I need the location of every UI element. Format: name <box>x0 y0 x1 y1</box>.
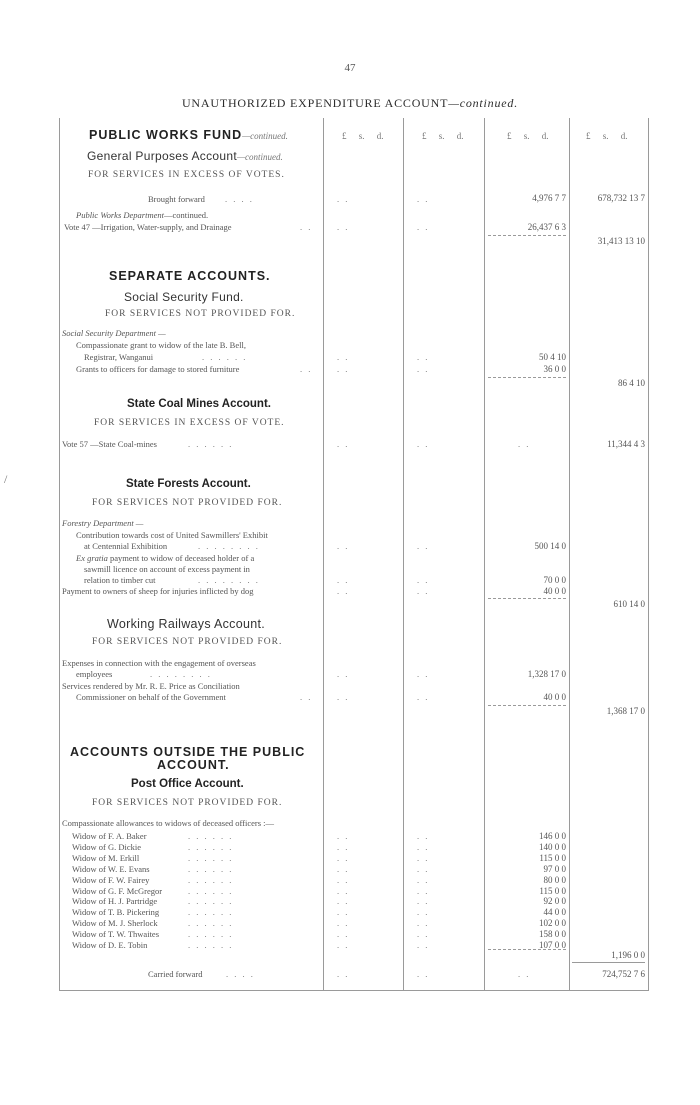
dots: . . <box>337 907 350 917</box>
coal-mines-caption: FOR SERVICES IN EXCESS OF VOTE. <box>94 418 285 428</box>
dots: . . . . . . <box>188 896 234 906</box>
railways-line2a: Services rendered by Mr. R. E. Price as Conciliation <box>62 681 240 691</box>
widow-amount: 102 0 0 <box>539 918 566 928</box>
public-works-heading-text: PUBLIC WORKS FUND <box>89 128 243 142</box>
vote-57-label: Vote 57 —State Coal-mines <box>62 439 157 449</box>
dots: . . <box>337 831 350 841</box>
dots: . . <box>417 907 430 917</box>
col-rule-1 <box>323 118 324 991</box>
dots: . . <box>300 222 313 232</box>
table-bottom-rule <box>59 990 648 991</box>
public-works-heading <box>89 128 288 142</box>
col-header-3: £ s. d. <box>507 131 549 141</box>
pw-total: 31,413 13 10 <box>597 236 645 246</box>
ss-amount2: 36 0 0 <box>543 364 566 374</box>
forests-amount1: 500 14 0 <box>534 541 566 551</box>
widow-name: Widow of H. J. Partridge <box>72 896 158 906</box>
dots: . . . . . . <box>188 864 234 874</box>
widow-amount: 115 0 0 <box>539 886 566 896</box>
col-header-1: £ s. d. <box>342 131 384 141</box>
dots: . . <box>417 364 430 374</box>
dots: . . <box>337 439 350 449</box>
dots: . . . . . . <box>188 907 234 917</box>
dots: . . . . . . <box>188 853 234 863</box>
vote-47-label: Vote 47 —Irrigation, Water-supply, and Drainage <box>64 222 232 232</box>
dots: . . <box>417 842 430 852</box>
margin-mark: / <box>4 472 8 486</box>
dots: . . <box>417 575 430 585</box>
dots: . . <box>337 853 350 863</box>
general-purposes-heading <box>87 149 283 163</box>
dots: . . . . . . <box>188 918 234 928</box>
dots: . . <box>417 886 430 896</box>
forests-line2a-text: payment to widow of deceased holder of a <box>110 553 255 563</box>
dots: . . <box>337 352 350 362</box>
dots: . . <box>300 364 313 374</box>
widow-name: Widow of M. Erkill <box>72 853 140 863</box>
dots: . . <box>417 439 430 449</box>
subtotal-rule <box>488 705 566 706</box>
forests-line2a <box>76 553 254 563</box>
dots: . . . . . . <box>188 439 234 449</box>
dots: . . . . . . . . <box>198 575 260 585</box>
forests-heading: State Forests Account. <box>126 478 251 490</box>
dots: . . <box>337 864 350 874</box>
dots: . . <box>337 929 350 939</box>
dots: . . <box>337 875 350 885</box>
compassionate-intro: Compassionate allowances to widows of deceased officers :— <box>62 818 275 828</box>
dots: . . <box>417 853 430 863</box>
subtotal-rule <box>488 377 566 378</box>
dots: . . . . . . <box>188 940 234 950</box>
table-right-rule <box>648 118 649 991</box>
forests-line3: Payment to owners of sheep for injuries inflicted by dog <box>62 586 254 596</box>
dots: . . <box>337 692 350 702</box>
railways-heading: Working Railways Account. <box>107 617 266 631</box>
dots: . . <box>337 364 350 374</box>
dots: . . <box>417 831 430 841</box>
col-header-2: £ s. d. <box>422 131 464 141</box>
ex-gratia-text: Ex gratia <box>76 553 108 563</box>
forests-amount3: 40 0 0 <box>543 586 566 596</box>
dots: . . . . . . <box>188 842 234 852</box>
widow-amount: 97 0 0 <box>543 864 566 874</box>
dots: . . <box>417 541 430 551</box>
dots: . . . . . . <box>188 929 234 939</box>
dots: . . <box>417 896 430 906</box>
widow-amount: 107 0 0 <box>539 940 566 950</box>
dots: . . <box>337 586 350 596</box>
general-purposes-text: General Purposes Account <box>87 149 237 163</box>
coal-mines-heading: State Coal Mines Account. <box>127 398 271 410</box>
col-rule-4 <box>569 118 570 991</box>
post-office-caption: FOR SERVICES NOT PROVIDED FOR. <box>92 798 283 808</box>
general-purposes-cont: —continued. <box>236 152 283 162</box>
ss-line1a: Compassionate grant to widow of the late B. Bell, <box>76 340 246 350</box>
post-office-heading: Post Office Account. <box>131 778 244 790</box>
railways-line1b: employees <box>76 669 113 679</box>
outside-heading-line2: ACCOUNT. <box>157 758 230 772</box>
outside-heading-line1: ACCOUNTS OUTSIDE THE PUBLIC <box>70 745 306 759</box>
post-office-total: 1,196 0 0 <box>611 950 645 960</box>
dots: . . <box>337 842 350 852</box>
dots: . . <box>417 352 430 362</box>
dots: . . <box>337 669 350 679</box>
dots: . . <box>337 541 350 551</box>
dots: . . <box>337 222 350 232</box>
col-rule-2 <box>403 118 404 991</box>
separate-accounts-heading: SEPARATE ACCOUNTS. <box>109 269 271 283</box>
subtotal-rule <box>488 949 566 950</box>
railways-total: 1,368 17 0 <box>606 706 645 716</box>
widow-name: Widow of T. B. Pickering <box>72 907 160 917</box>
widow-name: Widow of F. W. Fairey <box>72 875 150 885</box>
forestry-dept-label <box>62 518 143 528</box>
pw-dept-label <box>76 210 208 220</box>
forests-amount2: 70 0 0 <box>543 575 566 585</box>
forests-total: 610 14 0 <box>613 599 645 609</box>
dots: . . <box>417 669 430 679</box>
pw-dept-cont: —continued. <box>163 210 209 220</box>
dots: . . . . . . <box>188 886 234 896</box>
public-works-caption: FOR SERVICES IN EXCESS OF VOTES. <box>88 170 285 180</box>
carried-forward-amount: 724,752 7 6 <box>602 969 645 979</box>
dots: . . <box>417 692 430 702</box>
dots: . . . . . . . . <box>150 669 212 679</box>
dots: . . <box>417 194 430 204</box>
forests-line2b: sawmill licence on account of excess payment in <box>84 564 250 574</box>
carried-forward-label: Carried forward <box>148 969 203 979</box>
railways-line1a: Expenses in connection with the engagement of overseas <box>62 658 256 668</box>
widow-name: Widow of T. W. Thwaites <box>72 929 160 939</box>
dots: . . . . . . <box>202 352 248 362</box>
dots: . . <box>417 222 430 232</box>
table-left-rule <box>59 118 60 991</box>
widow-name: Widow of D. E. Tobin <box>72 940 148 950</box>
dots: . . <box>300 692 313 702</box>
ss-amount1: 50 4 10 <box>539 352 566 362</box>
widow-name: Widow of M. J. Sherlock <box>72 918 158 928</box>
forestry-dept-text: Forestry Department — <box>62 518 144 528</box>
title-continued: —continued. <box>448 96 519 110</box>
dots: . . <box>337 575 350 585</box>
brought-forward-label: Brought forward <box>148 194 205 204</box>
title-text: UNAUTHORIZED EXPENDITURE ACCOUNT <box>181 96 449 110</box>
widow-amount: 140 0 0 <box>539 842 566 852</box>
page-title <box>0 96 700 111</box>
widow-amount: 158 0 0 <box>539 929 566 939</box>
dots: . . . . . . <box>188 831 234 841</box>
railways-amount1: 1,328 17 0 <box>527 669 566 679</box>
dots: . . <box>417 969 430 979</box>
dots: . . <box>417 940 430 950</box>
vote-47-amount: 26,437 6 3 <box>527 222 566 232</box>
dots: . . . . . . . . <box>198 541 260 551</box>
col-rule-3 <box>484 118 485 991</box>
widow-amount: 115 0 0 <box>539 853 566 863</box>
pw-dept-text: Public Works Department <box>76 210 164 220</box>
ss-line2: Grants to officers for damage to stored furniture <box>76 364 240 374</box>
widow-amount: 146 0 0 <box>539 831 566 841</box>
forests-line1b: at Centennial Exhibition <box>84 541 168 551</box>
dots: . . <box>417 929 430 939</box>
col-header-4: £ s. d. <box>586 131 628 141</box>
forests-line2c: relation to timber cut <box>84 575 156 585</box>
widow-name: Widow of W. E. Evans <box>72 864 150 874</box>
widow-name: Widow of G. F. McGregor <box>72 886 163 896</box>
ss-total: 86 4 10 <box>618 378 645 388</box>
dots: . . <box>337 896 350 906</box>
public-works-heading-cont: —continued. <box>242 131 288 141</box>
railways-line2b: Commissioner on behalf of the Government <box>76 692 226 702</box>
railways-caption: FOR SERVICES NOT PROVIDED FOR. <box>92 637 283 647</box>
widow-amount: 44 0 0 <box>543 907 566 917</box>
subtotal-rule <box>488 598 566 599</box>
dots: . . <box>518 969 531 979</box>
dots: . . <box>337 969 350 979</box>
dots: . . <box>337 194 350 204</box>
dots: . . . . <box>226 969 255 979</box>
dots: . . <box>417 864 430 874</box>
dots: . . <box>417 918 430 928</box>
widow-name: Widow of F. A. Baker <box>72 831 147 841</box>
widow-name: Widow of G. Dickie <box>72 842 142 852</box>
dots: . . . . <box>225 194 254 204</box>
dots: . . <box>337 918 350 928</box>
total-rule <box>572 962 645 963</box>
coal-total: 11,344 4 3 <box>607 439 645 449</box>
brought-forward-col3: 4,976 7 7 <box>532 193 566 203</box>
dots: . . <box>417 875 430 885</box>
dots: . . <box>337 940 350 950</box>
brought-forward-col4: 678,732 13 7 <box>597 193 645 203</box>
widow-amount: 80 0 0 <box>543 875 566 885</box>
forests-line1a: Contribution towards cost of United Sawmillers' Exhibit <box>76 530 268 540</box>
dots: . . <box>518 439 531 449</box>
ss-dept-text: Social Security Department — <box>62 328 166 338</box>
forests-caption: FOR SERVICES NOT PROVIDED FOR. <box>92 498 283 508</box>
page-number: 47 <box>344 62 356 74</box>
social-security-caption: FOR SERVICES NOT PROVIDED FOR. <box>105 309 296 319</box>
ss-dept-label <box>62 328 166 338</box>
ss-line1b: Registrar, Wanganui <box>84 352 154 362</box>
subtotal-rule <box>488 235 566 236</box>
widow-amount: 92 0 0 <box>543 896 566 906</box>
dots: . . <box>337 886 350 896</box>
dots: . . <box>417 586 430 596</box>
social-security-heading: Social Security Fund. <box>124 290 244 304</box>
railways-amount2: 40 0 0 <box>543 692 566 702</box>
dots: . . . . . . <box>188 875 234 885</box>
